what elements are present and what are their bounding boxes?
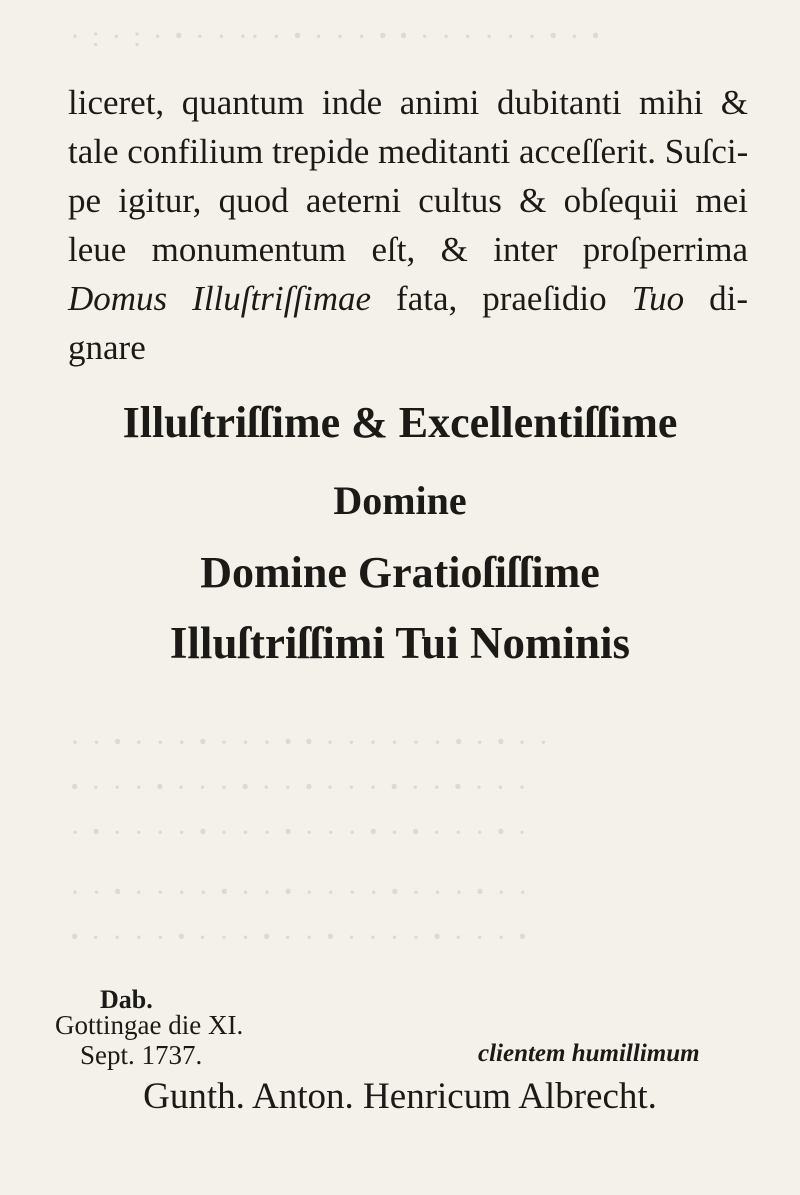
closing-formula: clientem humillimum (478, 1040, 700, 1067)
body-line (68, 274, 748, 323)
address-line-3: Domine Gratioſiſſime (200, 548, 600, 597)
body-line: liceret, quantum inde animi dubitanti mihi & (68, 83, 748, 122)
signature: Gunth. Anton. Henricum Albrecht. (143, 1076, 657, 1117)
bleed-through-3: · ꞏ · · · · ꞏ · · · ꞏ · · · ꞏ · ꞏ · · · ꞏ · (70, 816, 529, 849)
body-line: leue monumentum eſt, & inter proſperrima (68, 230, 748, 269)
body-line: tale confilium trepide meditanti acceſſerit. Suſci- (68, 132, 749, 171)
bleed-through-2: ꞏ · · · ꞏ · · · ꞏ · · ꞏ · · · ꞏ · · ꞏ · · · (70, 771, 529, 804)
dab-label: Dab. (100, 985, 153, 1014)
bleed-through-1: · · ꞏ · · · ꞏ · · · ꞏ ꞏ · · · · · · ꞏ · ꞏ · · (70, 726, 551, 759)
body-word-di: di- (709, 279, 749, 318)
address-line-1: Illuſtriſſime & Excellentiſſime (122, 398, 678, 447)
bleed-through-5: ꞏ · · · · ꞏ · · · ꞏ · · ꞏ · · · · ꞏ · · · ꞏ (70, 921, 529, 954)
body-line: pe igitur, quod aeterni cultus & obſequii mei (68, 181, 748, 220)
address-line-4: Illuſtriſſimi Tui Nominis (169, 618, 631, 668)
body-word-fata: fata, praeſidio (396, 279, 607, 318)
bleed-through-top: · : · : · ꞏ · · ·· · ꞏ · · · ꞏ ꞏ · · · · · · ꞏ · ꞏ (70, 20, 603, 53)
body-word-illustrissimae: Illuſtriſſimae (192, 279, 372, 318)
body-line: gnare (68, 328, 146, 367)
body-word-domus: Domus (68, 279, 168, 318)
date-year: Sept. 1737. (80, 1040, 203, 1070)
body-word-tuo: Tuo (631, 279, 685, 318)
place-date: Gottingae die XI. (55, 1010, 244, 1040)
address-line-2: Domine (333, 478, 467, 523)
body-paragraph (68, 78, 748, 372)
bleed-through-4: · · ꞏ · · · · ꞏ · · ꞏ · · · · ꞏ · · · ꞏ · · (70, 876, 530, 909)
